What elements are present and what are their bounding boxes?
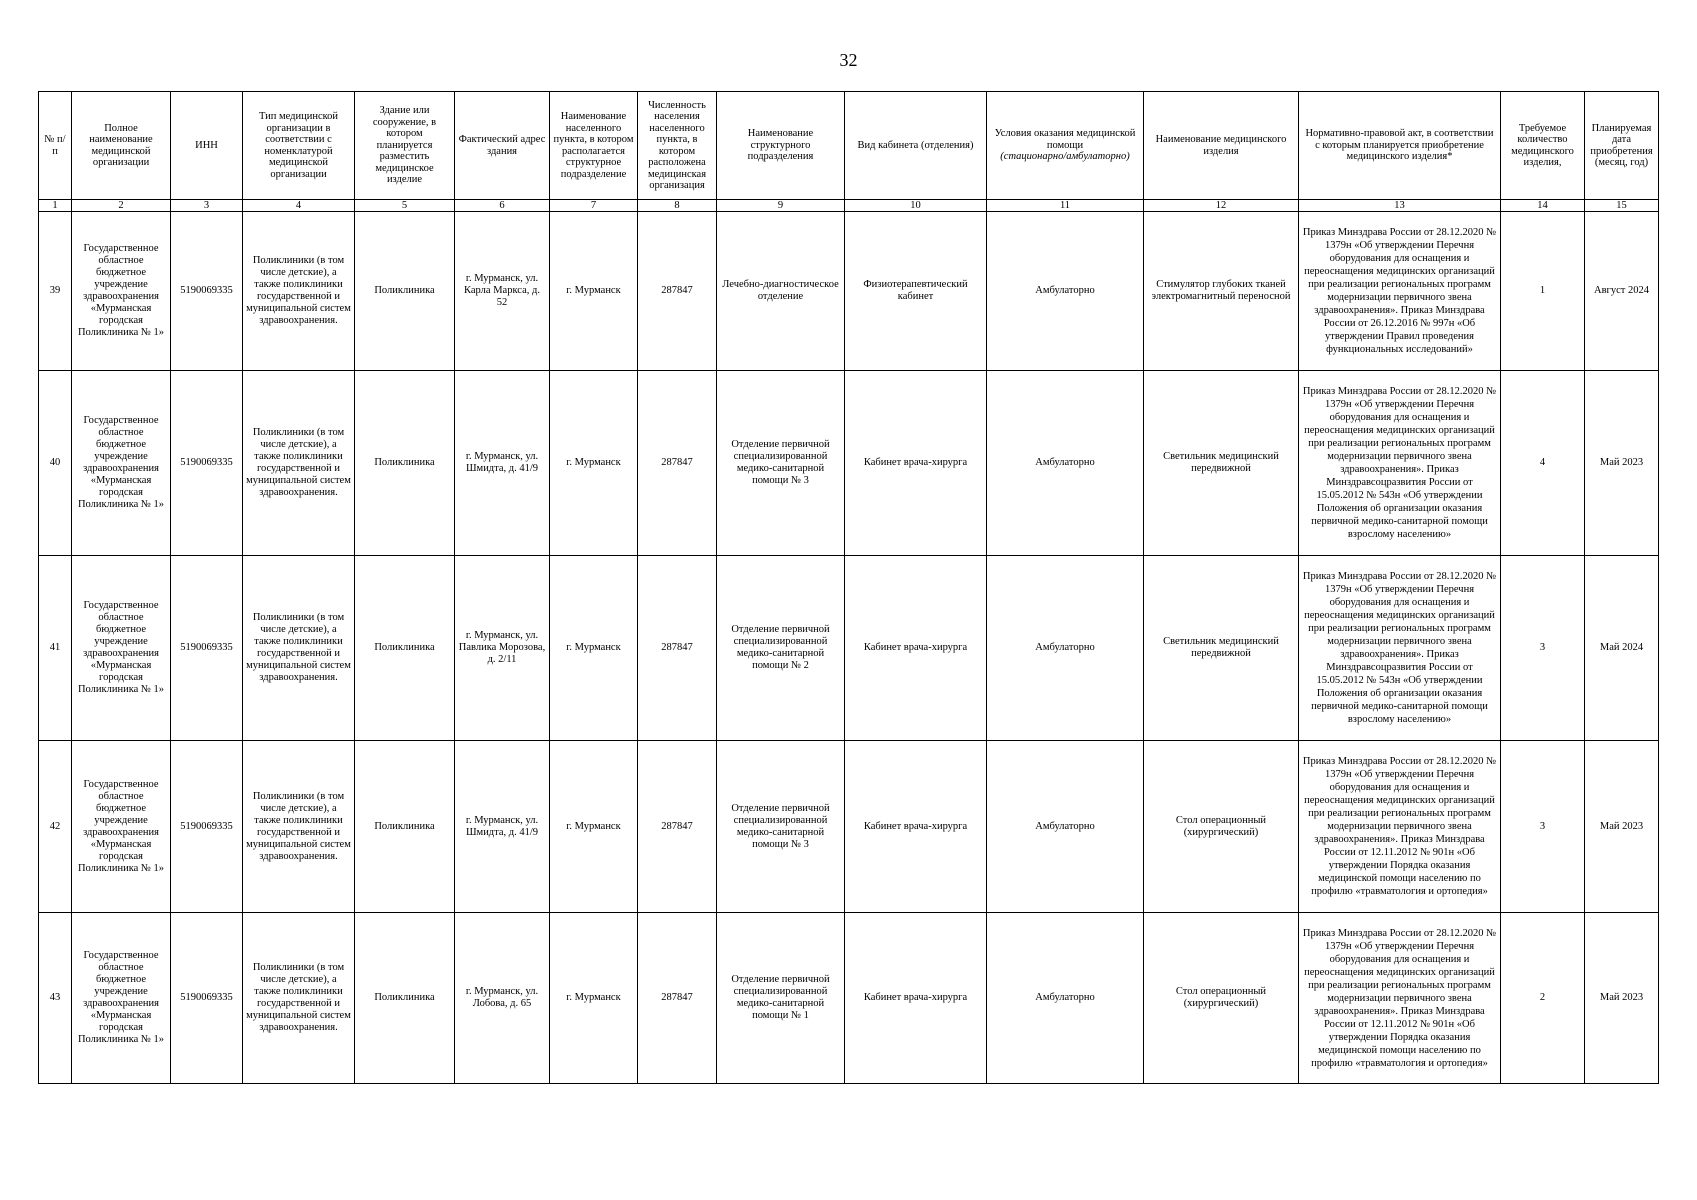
header-inn: ИНН	[171, 92, 243, 200]
equipment-table	[38, 91, 1659, 1084]
column-number: 12	[1144, 200, 1299, 212]
column-number: 5	[355, 200, 455, 212]
cell-cabinet: Кабинет врача-хирурга	[845, 556, 987, 741]
cell-type: Поликлиники (в том числе детские), а также поликлиники государственной и муниципальной систем здравоохранения.	[243, 556, 355, 741]
cell-qty: 1	[1501, 212, 1585, 371]
cell-population: 287847	[638, 913, 717, 1084]
cell-subdivision: Отделение первичной специализированной медико-санитарной помощи № 1	[717, 913, 845, 1084]
cell-device: Стимулятор глубоких тканей электромагнитный переносной	[1144, 212, 1299, 371]
cell-address: г. Мурманск, ул. Лобова, д. 65	[455, 913, 550, 1084]
cell-locality: г. Мурманск	[550, 913, 638, 1084]
column-number: 10	[845, 200, 987, 212]
cell-locality: г. Мурманск	[550, 556, 638, 741]
cell-inn: 5190069335	[171, 212, 243, 371]
column-number: 6	[455, 200, 550, 212]
cell-act: Приказ Минздрава России от 28.12.2020 № 1379н «Об утверждении Перечня оборудования для оснащения и переоснащения медицинских организаций при реализации региональных программ модернизации первичного звена здравоохранения». Приказ Минздравсоцразвития России от 15.05.2012 № 543н «Об утверждении Положения об организации оказания первичной медико-санитарной помощи взрослому населению»	[1299, 556, 1501, 741]
cell-org: Государственное областное бюджетное учреждение здравоохранения «Мурманская городская Поликлиника № 1»	[72, 741, 171, 913]
table-row	[39, 913, 1659, 1084]
table-row	[39, 371, 1659, 556]
header-qty: Требуемое количество медицинского изделия,	[1501, 92, 1585, 200]
header-building: Здание или сооружение, в котором планируется разместить медицинское изделие	[355, 92, 455, 200]
column-number: 4	[243, 200, 355, 212]
cell-device: Стол операционный (хирургический)	[1144, 741, 1299, 913]
header-conditions	[987, 92, 1144, 200]
cell-inn: 5190069335	[171, 556, 243, 741]
cell-population: 287847	[638, 212, 717, 371]
column-number: 7	[550, 200, 638, 212]
cell-num: 39	[39, 212, 72, 371]
cell-inn: 5190069335	[171, 741, 243, 913]
header-type: Тип медицинской организации в соответствии с номенклатурой медицинской организации	[243, 92, 355, 200]
cell-subdivision: Лечебно-диагностическое отделение	[717, 212, 845, 371]
cell-subdivision: Отделение первичной специализированной медико-санитарной помощи № 3	[717, 371, 845, 556]
page-number: 32	[839, 50, 858, 70]
cell-conditions: Амбулаторно	[987, 556, 1144, 741]
cell-type: Поликлиники (в том числе детские), а также поликлиники государственной и муниципальной систем здравоохранения.	[243, 913, 355, 1084]
header-date: Планируемая дата приобретения (месяц, год)	[1585, 92, 1659, 200]
cell-date: Май 2023	[1585, 913, 1659, 1084]
cell-population: 287847	[638, 556, 717, 741]
cell-conditions: Амбулаторно	[987, 741, 1144, 913]
cell-qty: 2	[1501, 913, 1585, 1084]
header-org: Полное наименование медицинской организации	[72, 92, 171, 200]
cell-device: Светильник медицинский передвижной	[1144, 556, 1299, 741]
cell-org: Государственное областное бюджетное учреждение здравоохранения «Мурманская городская Поликлиника № 1»	[72, 913, 171, 1084]
cell-cabinet: Физиотерапевтический кабинет	[845, 212, 987, 371]
column-number: 2	[72, 200, 171, 212]
cell-num: 42	[39, 741, 72, 913]
cell-address: г. Мурманск, ул. Карла Маркса, д. 52	[455, 212, 550, 371]
column-number: 3	[171, 200, 243, 212]
cell-qty: 4	[1501, 371, 1585, 556]
cell-cabinet: Кабинет врача-хирурга	[845, 741, 987, 913]
cell-inn: 5190069335	[171, 913, 243, 1084]
cell-inn: 5190069335	[171, 371, 243, 556]
cell-device: Светильник медицинский передвижной	[1144, 371, 1299, 556]
cell-population: 287847	[638, 371, 717, 556]
column-number: 14	[1501, 200, 1585, 212]
cell-conditions: Амбулаторно	[987, 371, 1144, 556]
cell-conditions: Амбулаторно	[987, 212, 1144, 371]
cell-date: Май 2024	[1585, 556, 1659, 741]
column-number: 9	[717, 200, 845, 212]
cell-address: г. Мурманск, ул. Павлика Морозова, д. 2/11	[455, 556, 550, 741]
cell-date: Август 2024	[1585, 212, 1659, 371]
cell-building: Поликлиника	[355, 556, 455, 741]
header-num: № п/п	[39, 92, 72, 200]
cell-act: Приказ Минздрава России от 28.12.2020 № 1379н «Об утверждении Перечня оборудования для оснащения и переоснащения медицинских организаций при реализации региональных программ модернизации первичного звена здравоохранения». Приказ Минздравсоцразвития России от 15.05.2012 № 543н «Об утверждении Положения об организации оказания первичной медико-санитарной помощи взрослому населению»	[1299, 371, 1501, 556]
cell-address: г. Мурманск, ул. Шмидта, д. 41/9	[455, 741, 550, 913]
table-row	[39, 741, 1659, 913]
cell-address: г. Мурманск, ул. Шмидта, д. 41/9	[455, 371, 550, 556]
cell-date: Май 2023	[1585, 371, 1659, 556]
cell-building: Поликлиника	[355, 741, 455, 913]
cell-date: Май 2023	[1585, 741, 1659, 913]
header-subdivision: Наименование структурного подразделения	[717, 92, 845, 200]
cell-subdivision: Отделение первичной специализированной медико-санитарной помощи № 3	[717, 741, 845, 913]
cell-org: Государственное областное бюджетное учреждение здравоохранения «Мурманская городская Поликлиника № 1»	[72, 556, 171, 741]
column-number: 1	[39, 200, 72, 212]
column-number: 13	[1299, 200, 1501, 212]
header-act: Нормативно-правовой акт, в соответствии с которым планируется приобретение медицинского изделия*	[1299, 92, 1501, 200]
cell-act: Приказ Минздрава России от 28.12.2020 № 1379н «Об утверждении Перечня оборудования для оснащения и переоснащения медицинских организаций при реализации региональных программ модернизации первичного звена здравоохранения». Приказ Минздрава России от 12.11.2012 № 901н «Об утверждении Порядка оказания медицинской помощи населению по профилю «травматология и ортопедия»	[1299, 913, 1501, 1084]
cell-building: Поликлиника	[355, 212, 455, 371]
table-header-row	[39, 92, 1659, 200]
cell-building: Поликлиника	[355, 371, 455, 556]
cell-locality: г. Мурманск	[550, 741, 638, 913]
table-row	[39, 212, 1659, 371]
column-number: 15	[1585, 200, 1659, 212]
column-number-row	[39, 200, 1659, 212]
cell-type: Поликлиники (в том числе детские), а также поликлиники государственной и муниципальной систем здравоохранения.	[243, 212, 355, 371]
cell-population: 287847	[638, 741, 717, 913]
cell-qty: 3	[1501, 741, 1585, 913]
cell-building: Поликлиника	[355, 913, 455, 1084]
cell-device: Стол операционный (хирургический)	[1144, 913, 1299, 1084]
header-locality: Наименование населенного пункта, в котором располагается структурное подразделение	[550, 92, 638, 200]
header-conditions-main: Условия оказания медицинской помощи	[994, 128, 1136, 151]
header-population: Численность населения населенного пункта, в котором расположена медицинская организация	[638, 92, 717, 200]
cell-qty: 3	[1501, 556, 1585, 741]
cell-type: Поликлиники (в том числе детские), а также поликлиники государственной и муниципальной систем здравоохранения.	[243, 371, 355, 556]
header-conditions-italic: (стационарно/амбулаторно)	[1000, 151, 1130, 163]
cell-act: Приказ Минздрава России от 28.12.2020 № 1379н «Об утверждении Перечня оборудования для оснащения и переоснащения медицинских организаций при реализации региональных программ модернизации первичного звена здравоохранения». Приказ Минздрава России от 12.11.2012 № 901н «Об утверждении Порядка оказания медицинской помощи населению по профилю «травматология и ортопедия»	[1299, 741, 1501, 913]
header-device: Наименование медицинского изделия	[1144, 92, 1299, 200]
cell-subdivision: Отделение первичной специализированной медико-санитарной помощи № 2	[717, 556, 845, 741]
cell-org: Государственное областное бюджетное учреждение здравоохранения «Мурманская городская Поликлиника № 1»	[72, 371, 171, 556]
cell-act: Приказ Минздрава России от 28.12.2020 № 1379н «Об утверждении Перечня оборудования для оснащения и переоснащения медицинских организаций при реализации региональных программ модернизации первичного звена здравоохранения». Приказ Минздрава России от 26.12.2016 № 997н «Об утверждении Правил проведения функциональных исследований»	[1299, 212, 1501, 371]
column-number: 8	[638, 200, 717, 212]
cell-locality: г. Мурманск	[550, 212, 638, 371]
cell-cabinet: Кабинет врача-хирурга	[845, 913, 987, 1084]
cell-num: 43	[39, 913, 72, 1084]
cell-num: 40	[39, 371, 72, 556]
header-address: Фактический адрес здания	[455, 92, 550, 200]
cell-locality: г. Мурманск	[550, 371, 638, 556]
cell-cabinet: Кабинет врача-хирурга	[845, 371, 987, 556]
table-row	[39, 556, 1659, 741]
column-number: 11	[987, 200, 1144, 212]
cell-conditions: Амбулаторно	[987, 913, 1144, 1084]
cell-org: Государственное областное бюджетное учреждение здравоохранения «Мурманская городская Поликлиника № 1»	[72, 212, 171, 371]
cell-num: 41	[39, 556, 72, 741]
header-cabinet: Вид кабинета (отделения)	[845, 92, 987, 200]
cell-type: Поликлиники (в том числе детские), а также поликлиники государственной и муниципальной систем здравоохранения.	[243, 741, 355, 913]
